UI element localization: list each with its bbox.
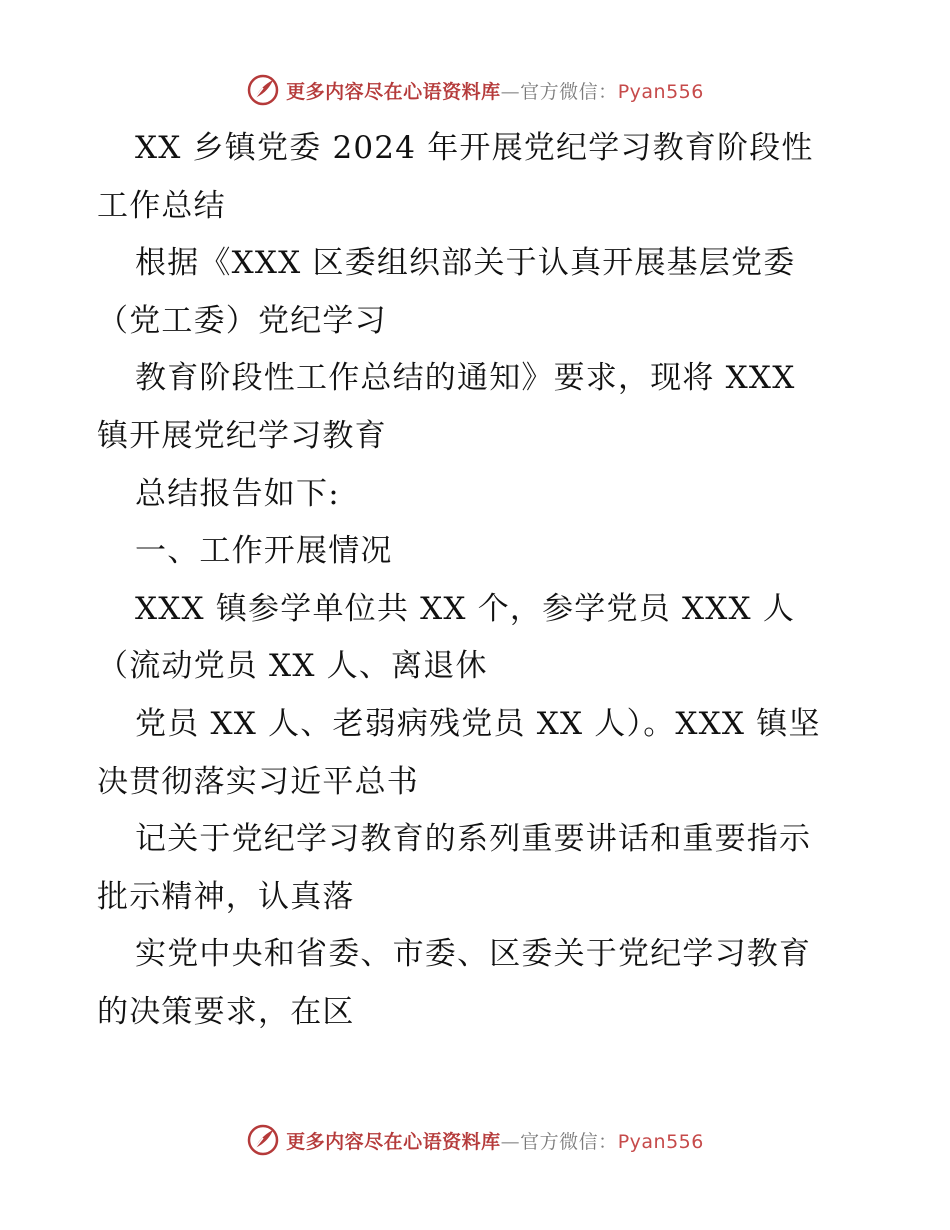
doc-paragraph-line: 党员 XX 人、老弱病残党员 XX 人）。XXX 镇坚 xyxy=(135,705,821,742)
doc-paragraph-line: 根据《XXX 区委组织部关于认真开展基层党委 xyxy=(135,245,796,282)
doc-paragraph-line: 的决策要求，在区 xyxy=(97,993,355,1030)
watermark-dash: — xyxy=(500,80,521,103)
doc-paragraph-line: XXX 镇参学单位共 XX 个，参学党员 XXX 人 xyxy=(135,590,796,627)
watermark-wechat-label: 官方微信： xyxy=(520,1130,618,1153)
doc-paragraph-line: 教育阶段性工作总结的通知》要求，现将 XXX xyxy=(135,360,796,397)
watermark-site-name: 更多内容尽在心语资料库 xyxy=(286,1130,501,1153)
doc-paragraph-line: （流动党员 XX 人、离退休 xyxy=(97,648,488,685)
doc-section-heading: 一、工作开展情况 xyxy=(135,533,393,570)
doc-paragraph-line: 总结报告如下: xyxy=(135,475,340,512)
doc-paragraph-line: （党工委）党纪学习 xyxy=(97,302,387,339)
watermark-dash: — xyxy=(500,1130,521,1153)
doc-paragraph-line: 镇开展党纪学习教育 xyxy=(97,417,387,454)
footer-watermark-banner xyxy=(0,1120,950,1160)
doc-paragraph-line: 记关于党纪学习教育的系列重要讲话和重要指示 xyxy=(135,821,812,858)
doc-title-line-2: 工作总结 xyxy=(97,187,226,224)
document-body xyxy=(97,120,857,1042)
doc-paragraph-line: 批示精神，认真落 xyxy=(97,878,355,915)
watermark-wechat-label: 官方微信： xyxy=(520,80,618,103)
feather-pen-logo-icon xyxy=(246,1123,280,1157)
doc-paragraph-line: 决贯彻落实习近平总书 xyxy=(97,763,419,800)
feather-pen-logo-icon xyxy=(246,73,280,107)
watermark-wechat-id: Pyan556 xyxy=(617,80,704,103)
watermark-wechat-id: Pyan556 xyxy=(617,1130,704,1153)
doc-title-line-1: XX 乡镇党委 2024 年开展党纪学习教育阶段性 xyxy=(135,130,814,166)
watermark-text xyxy=(286,1127,704,1154)
doc-paragraph-line: 实党中央和省委、市委、区委关于党纪学习教育 xyxy=(135,936,812,973)
header-watermark-banner xyxy=(0,70,950,110)
watermark-site-name: 更多内容尽在心语资料库 xyxy=(286,80,501,103)
watermark-text xyxy=(286,77,704,104)
